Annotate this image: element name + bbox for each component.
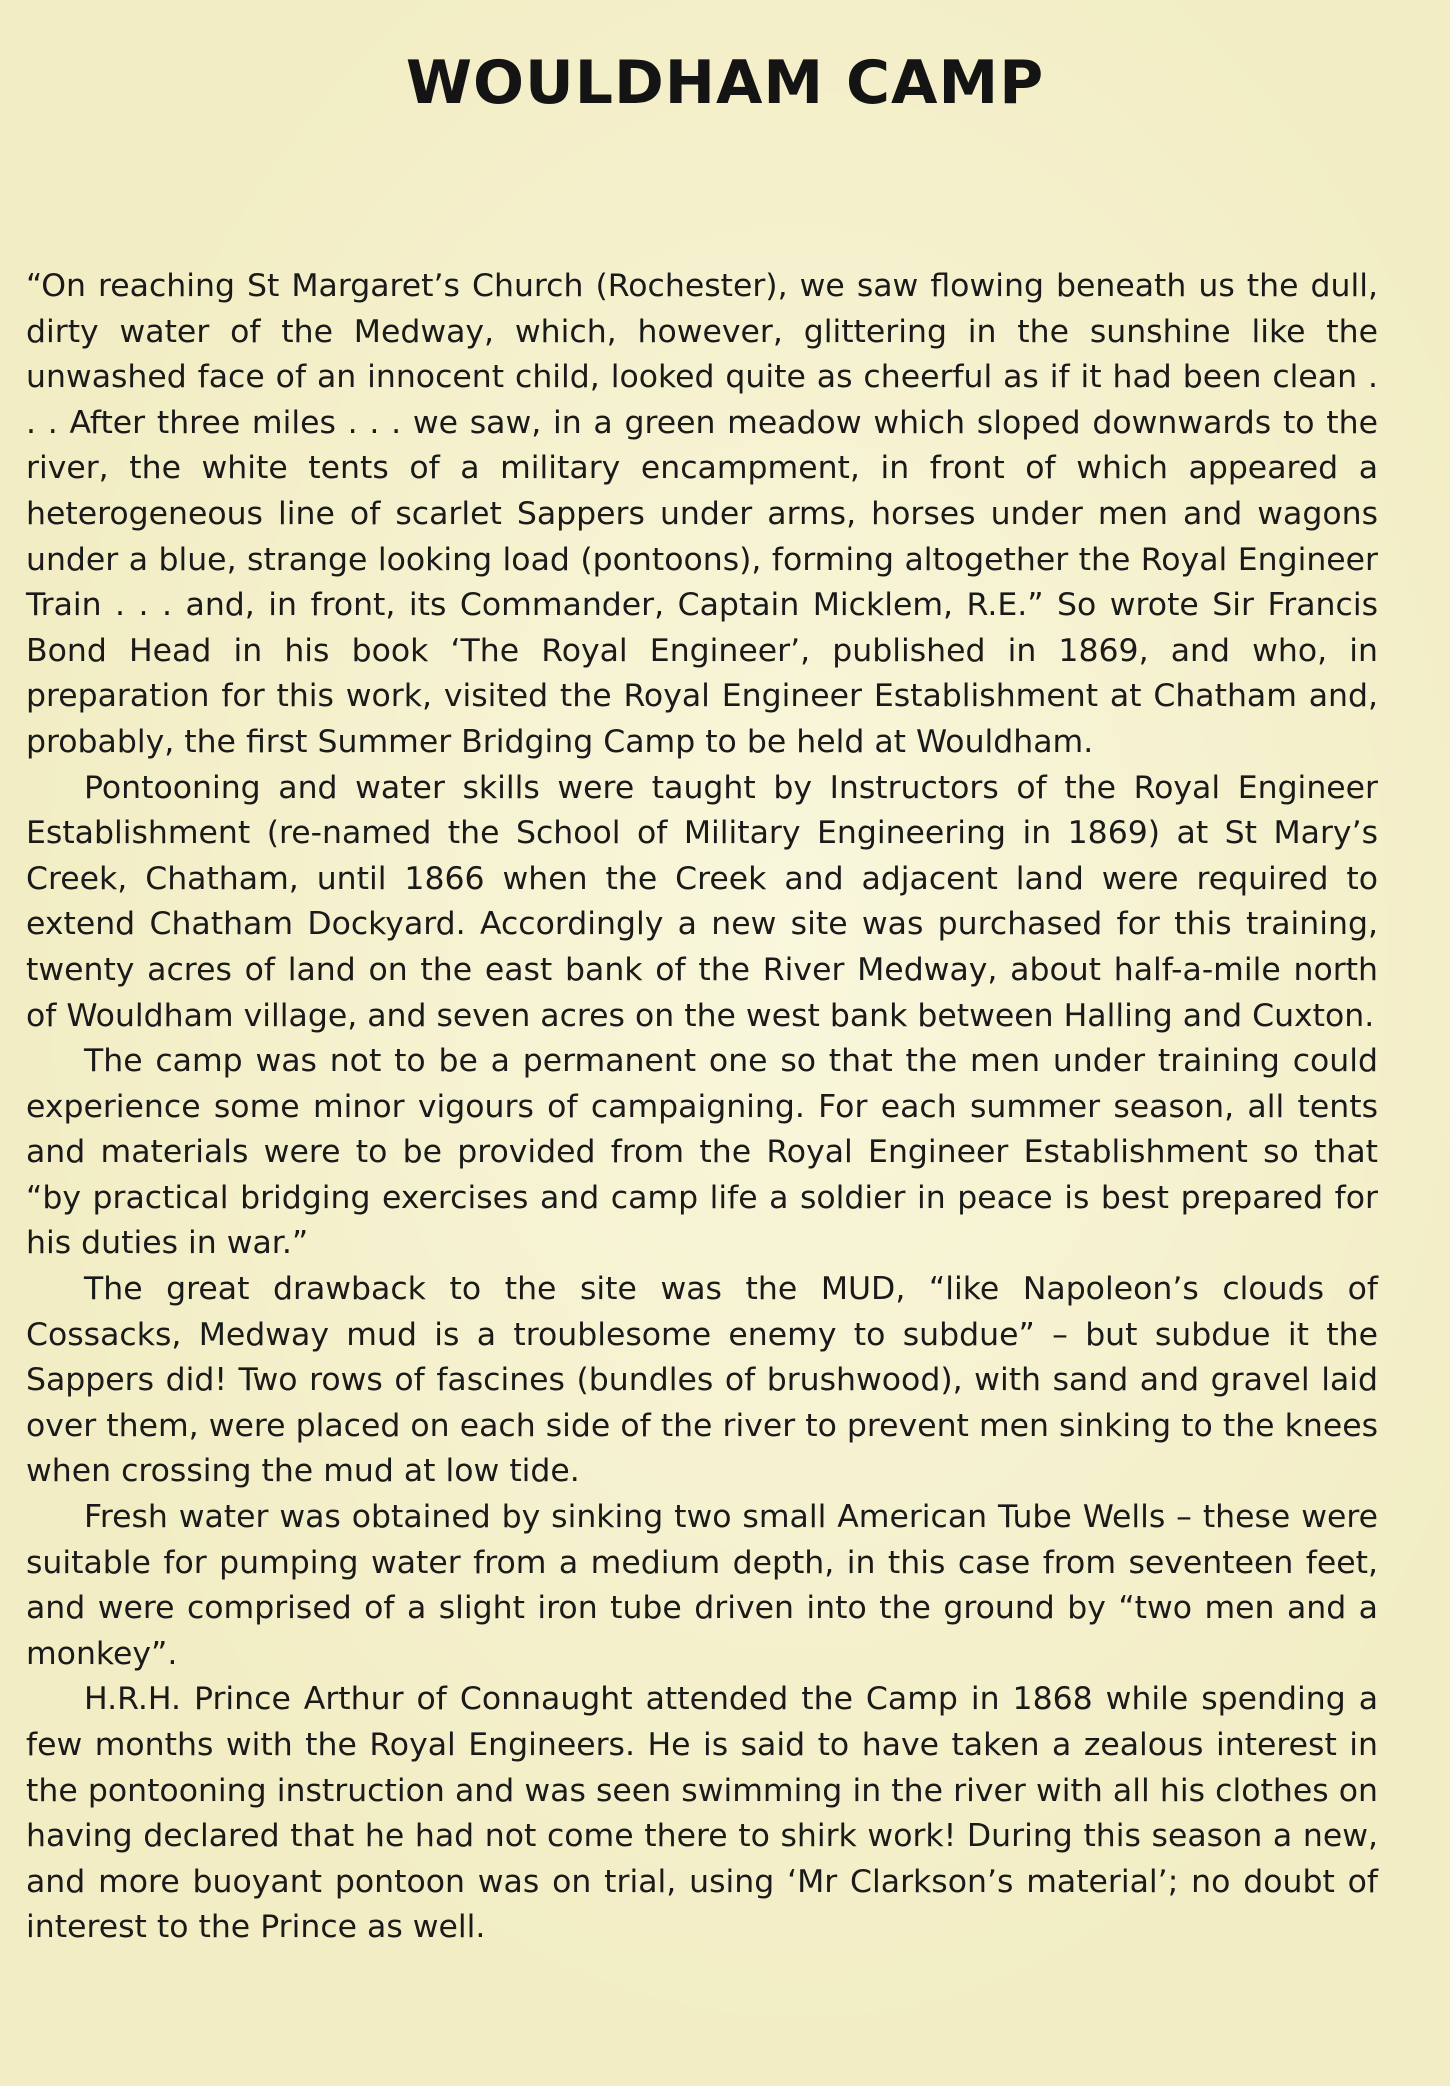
paragraph-temporary-camp: The camp was not to be a permanent one so that the men under training could experience some minor vigours of campaigning. For each summer season, all tents and materials were to be provided from the Royal Engineer Establishment so that “by practical bridging exercises and camp life a soldier in peace is best prepared for his duties in war.” [26, 1043, 1378, 1262]
body-text [26, 264, 1378, 1951]
paragraph-tube-wells: Fresh water was obtained by sinking two small American Tube Wells – these were suitable for pumping water from a medium depth, in this case from seventeen feet, and were comprised of a slight iron tube driven into the ground by “two men and a monkey”. [26, 1499, 1378, 1672]
page-title: WOULDHAM CAMP [405, 48, 1045, 118]
paragraph-sir-francis-quote: “On reaching St Margaret’s Church (Rochester), we saw flowing beneath us the dull, dirty water of the Medway, which, however, glittering in the sunshine like the unwashed face of an innocent child, looked quite as cheerful as if it had been clean . . . After three miles . . . we saw, in a green meadow which sloped downwards to the river, the white tents of a military encampment, in front of which appeared a heterogeneous line of scarlet Sappers under arms, horses under men and wagons under a blue, strange looking load (pontoons), forming altogether the Royal Engineer Train . . . and, in front, its Commander, Captain Micklem, R.E.” So wrote Sir Francis Bond Head in his book ‘The Royal Engineer’, published in 1869, and who, in preparation for this work, visited the Royal Engineer Establishment at Chatham and, probably, the first Summer Bridging Camp to be held at Wouldham. [26, 268, 1378, 760]
paragraph-pontooning-site: Pontooning and water skills were taught by Instructors of the Royal Engineer Establishment (re-named the School of Military Engineering in 1869) at St Mary’s Creek, Chatham, until 1866 when the Creek and adjacent land were required to extend Chatham Dockyard. Accordingly a new site was purchased for this training, twenty acres of land on the east bank of the River Medway, about half-a-mile north of Wouldham village, and seven acres on the west bank between Halling and Cuxton. [26, 769, 1378, 1034]
paragraph-prince-arthur: H.R.H. Prince Arthur of Connaught attended the Camp in 1868 while spending a few months with the Royal Engineers. He is said to have taken a zealous interest in the pontooning instruction and was seen swimming in the river with all his clothes on having declared that he had not come there to shirk work! During this season a new, and more buoyant pontoon was on trial, using ‘Mr Clarkson’s material’; no doubt of interest to the Prince as well. [26, 1681, 1378, 1946]
paragraph-medway-mud: The great drawback to the site was the MUD, “like Napoleon’s clouds of Cossacks, Medway mud is a troublesome enemy to subdue” – but subdue it the Sappers did! Two rows of fascines (bundles of brushwood), with sand and gravel laid over them, were placed on each side of the river to prevent men sinking to the knees when crossing the mud at low tide. [26, 1271, 1378, 1490]
